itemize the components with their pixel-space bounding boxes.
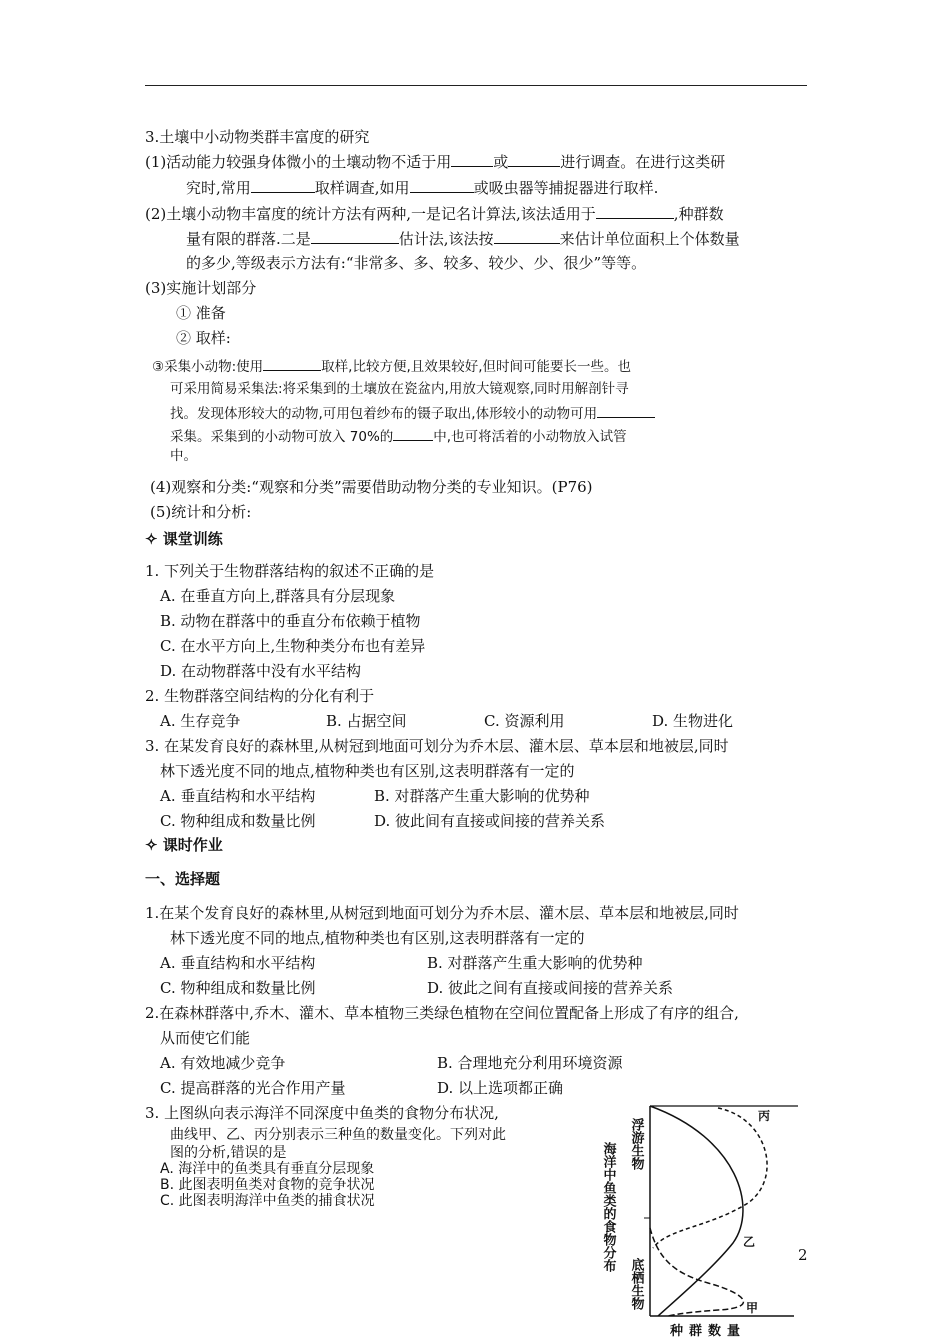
section-title: 3.土壤中小动物类群丰富度的研究 — [145, 128, 370, 146]
blank — [393, 426, 433, 441]
homework-q1-option-a: A. 垂直结构和水平结构 — [160, 954, 316, 972]
classroom-q2: 2. 生物群落空间结构的分化有利于 — [145, 687, 375, 705]
step-sampling: ② 取样: — [176, 329, 231, 347]
blank — [596, 204, 674, 219]
para-1-line-1: (1)活动能力较强身体微小的土壤动物不适于用 或 进行调查。在进行这类研 — [145, 153, 726, 171]
page-number: 2 — [798, 1246, 808, 1264]
blank — [494, 229, 560, 244]
blank — [597, 403, 655, 418]
blank — [311, 229, 399, 244]
step-collect-line-4: 采集。采集到的小动物可放入 70%的 中,也可将活着的小动物放入试管 — [170, 426, 627, 446]
para-2-line-3: 的多少,等级表示方法有:“非常多、多、较多、较少、少、很少”等等。 — [186, 254, 647, 272]
classroom-q1: 1. 下列关于生物群落结构的叙述不正确的是 — [145, 562, 435, 580]
classroom-q3-line-1: 3. 在某发育良好的森林里,从树冠到地面可划分为乔木层、灌木层、草本层和地被层,同时 — [145, 737, 729, 755]
homework-q3-line-1: 3. 上图纵向表示海洋不同深度中鱼类的食物分布状况, — [145, 1104, 499, 1122]
para-2-line-1: (2)土壤小动物丰富度的统计方法有两种,一是记名计算法,该法适用于 ,种群数 — [145, 205, 724, 223]
homework-q2-option-b: B. 合理地充分利用环境资源 — [437, 1054, 623, 1072]
step-collect-line-2: 可采用简易采集法:将采集到的土壤放在瓷盆内,用放大镜观察,同时用解剖针寻 — [170, 381, 629, 397]
homework-q2-line-2: 从而使它们能 — [160, 1029, 251, 1047]
classroom-q3-line-2: 林下透光度不同的地点,植物种类也有区别,这表明群落有一定的 — [160, 762, 575, 780]
bottom-label: 底栖生物 — [628, 1258, 644, 1310]
label-bing: 丙 — [758, 1109, 771, 1123]
step-prepare: ① 准备 — [176, 304, 226, 322]
homework-q1-option-b: B. 对群落产生重大影响的优势种 — [427, 954, 643, 972]
blank — [508, 152, 560, 167]
y-title-char: 海洋中鱼类的食物分布 — [600, 1142, 616, 1272]
x-title: 种群数量 — [670, 1324, 747, 1338]
step-collect-line-3: 找。发现体形较大的动物,可用包着纱布的镊子取出,体形较小的动物可用 — [170, 403, 655, 423]
para-1-line-2: 究时,常用 取样调查,如用 或吸虫器等捕捉器进行取样. — [186, 179, 659, 197]
para-2-line-2: 量有限的群落.二是 估计法,该法按 来估计单位面积上个体数量 — [186, 230, 740, 248]
blank — [410, 178, 474, 193]
homework-q3-option-c: C. 此图表明海洋中鱼类的捕食状况 — [160, 1193, 375, 1209]
classroom-q1-option-a: A. 在垂直方向上,群落具有分层现象 — [160, 587, 396, 605]
homework-q3-option-b: B. 此图表明鱼类对食物的竞争状况 — [160, 1177, 375, 1193]
curve-yi — [650, 1106, 743, 1316]
blank — [451, 152, 493, 167]
step-collect-line-5: 中。 — [170, 448, 197, 464]
classroom-q2-option-d: D. 生物进化 — [652, 712, 734, 730]
homework-heading: ✧ 课时作业 — [145, 836, 223, 854]
curve-jia — [650, 1228, 743, 1316]
para-5: (5)统计和分析: — [150, 503, 252, 521]
homework-q1-option-d: D. 彼此之间有直接或间接的营养关系 — [427, 979, 674, 997]
homework-q3-option-a: A. 海洋中的鱼类具有垂直分层现象 — [160, 1161, 375, 1177]
para-3: (3)实施计划部分 — [145, 279, 257, 297]
homework-q3-line-2: 曲线甲、乙、丙分别表示三种鱼的数量变化。下列对此 — [170, 1127, 506, 1143]
classroom-q3-option-b: B. 对群落产生重大影响的优势种 — [374, 787, 590, 805]
top-label: 浮游生物 — [628, 1118, 644, 1170]
classroom-heading: ✧ 课堂训练 — [145, 530, 223, 548]
blank — [251, 178, 315, 193]
homework-q3-line-3: 图的分析,错误的是 — [170, 1145, 287, 1161]
homework-q2-line-1: 2.在森林群落中,乔木、灌木、草本植物三类绿色植物在空间位置配备上形成了有序的组合, — [145, 1004, 739, 1022]
homework-q1-line-2: 林下透光度不同的地点,植物种类也有区别,这表明群落有一定的 — [170, 929, 585, 947]
header-rule — [145, 85, 807, 86]
classroom-q1-option-b: B. 动物在群落中的垂直分布依赖于植物 — [160, 612, 421, 630]
blank — [263, 356, 321, 371]
homework-q1-option-c: C. 物种组成和数量比例 — [160, 979, 316, 997]
classroom-q1-option-c: C. 在水平方向上,生物种类分布也有差异 — [160, 637, 426, 655]
classroom-q3-option-c: C. 物种组成和数量比例 — [160, 812, 316, 830]
step-collect-line-1: ③采集小动物:使用 取样,比较方便,且效果较好,但时间可能要长一些。也 — [152, 356, 631, 376]
label-yi: 乙 — [743, 1235, 756, 1249]
label-jia: 甲 — [746, 1301, 759, 1315]
fish-distribution-figure — [598, 1098, 798, 1338]
classroom-q2-option-c: C. 资源利用 — [484, 712, 565, 730]
para-4: (4)观察和分类:“观察和分类”需要借助动物分类的专业知识。(P76) — [150, 478, 593, 496]
classroom-q2-option-a: A. 生存竞争 — [160, 712, 241, 730]
homework-q1-line-1: 1.在某个发育良好的森林里,从树冠到地面可划分为乔木层、灌木层、草本层和地被层,同时 — [145, 904, 739, 922]
curve-bing — [653, 1108, 767, 1248]
homework-q2-option-c: C. 提高群落的光合作用产量 — [160, 1079, 346, 1097]
classroom-q2-option-b: B. 占据空间 — [326, 712, 407, 730]
section-choice-heading: 一、选择题 — [145, 870, 221, 888]
classroom-q3-option-a: A. 垂直结构和水平结构 — [160, 787, 316, 805]
classroom-q1-option-d: D. 在动物群落中没有水平结构 — [160, 662, 362, 680]
homework-q2-option-d: D. 以上选项都正确 — [437, 1079, 564, 1097]
homework-q2-option-a: A. 有效地减少竞争 — [160, 1054, 286, 1072]
classroom-q3-option-d: D. 彼此间有直接或间接的营养关系 — [374, 812, 606, 830]
